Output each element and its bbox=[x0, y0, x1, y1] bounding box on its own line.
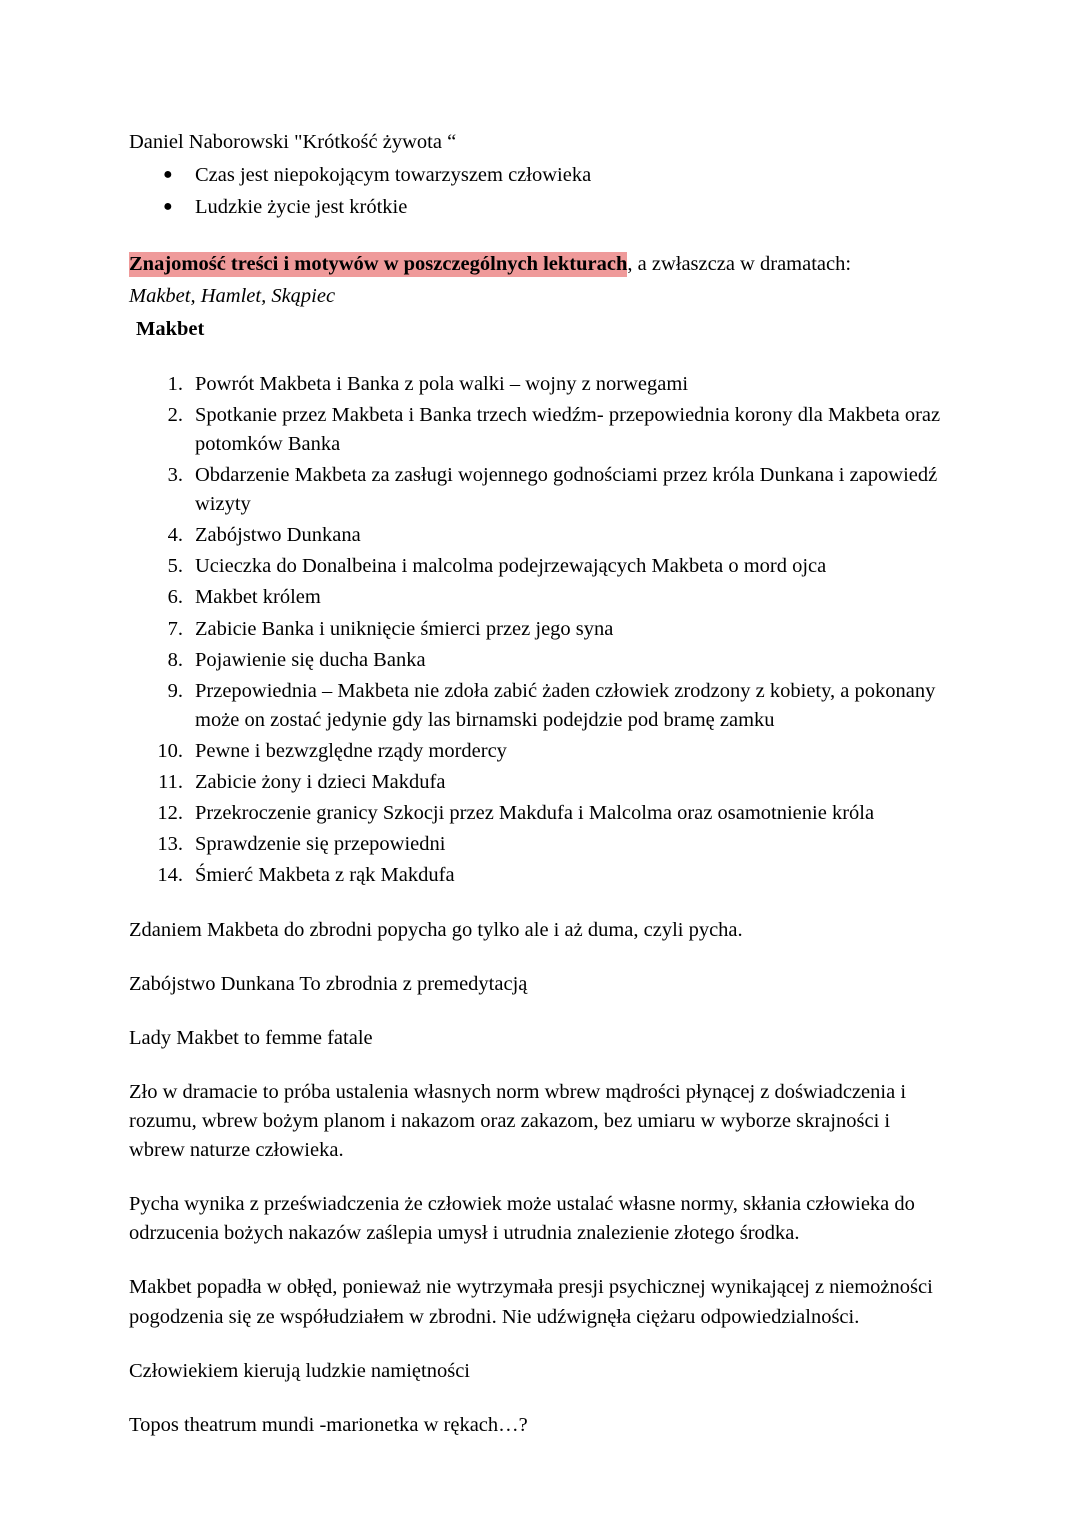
table-row bbox=[129, 861, 945, 890]
table-row bbox=[129, 521, 945, 550]
bullet-icon: ● bbox=[163, 166, 173, 184]
table-row bbox=[129, 830, 945, 859]
list-item-text: Powrót Makbeta i Banka z pola walki – wojny z norwegami bbox=[195, 372, 689, 395]
list-item-text: Zabicie Banka i uniknięcie śmierci przez jego syna bbox=[195, 617, 614, 640]
paragraph-namietnosci: Człowiekiem kierują ludzkie namiętności bbox=[129, 1359, 470, 1382]
paragraph-zlo-w-dramacie: Zło w dramacie to próba ustalenia własnych norm wbrew mądrości płynącej z doświadczenia i rozumu, wbrew bożym planom i nakazom oraz zakazom, bez umiaru w wyborze skrajności i wbrew naturze człowieka. bbox=[129, 1080, 907, 1162]
list-item-text: Przepowiednia – Makbeta nie zdoła zabić żaden człowiek zrodzony z kobiety, a pokonany może on zostać jedynie gdy las birnamski podejdzie pod bramę zamku bbox=[195, 679, 936, 731]
list-marker: 9. bbox=[167, 679, 183, 702]
list-item-text: Zabicie żony i dzieci Makdufa bbox=[195, 771, 446, 794]
list-item-text: Ludzkie życie jest krótkie bbox=[195, 196, 408, 219]
list-item-text: Spotkanie przez Makbeta i Banka trzech wiedźm- przepowiednia korony dla Makbeta oraz potomków Banka bbox=[195, 403, 941, 455]
list-marker: 5. bbox=[167, 555, 183, 578]
document-body bbox=[129, 128, 945, 1440]
list-marker: 8. bbox=[167, 648, 183, 671]
list-item-text: Pewne i bezwzględne rządy mordercy bbox=[195, 739, 507, 762]
list-item-text: Śmierć Makbeta z rąk Makdufa bbox=[195, 864, 455, 887]
table-row bbox=[129, 768, 945, 797]
table-row bbox=[129, 646, 945, 675]
table-row bbox=[129, 799, 945, 828]
source-heading-line: Daniel Naborowski "Krótkość żywota “ bbox=[129, 131, 457, 153]
list-marker: 13. bbox=[157, 833, 183, 856]
list-item-text: Obdarzenie Makbeta za zasługi wojennego godnościami przez króla Dunkana i zapowiedź wizyty bbox=[195, 463, 938, 516]
paragraph-zabojstwo-dunkana: Zabójstwo Dunkana To zbrodnia z premedytacją bbox=[129, 972, 528, 995]
intro-bullet-list bbox=[129, 161, 945, 222]
paragraph-pycha-wynika: Pycha wynika z przeświadczenia że człowiek może ustalać własne normy, skłania człowieka do odrzucenia bożych nakazów zaślepia umysł i utrudnia znalezienie złotego środka. bbox=[129, 1193, 915, 1245]
list-item-text: Zabójstwo Dunkana bbox=[195, 524, 361, 547]
paragraph-pycha-duma: Zdaniem Makbeta do zbrodni popycha go tylko ale i aż duma, czyli pycha. bbox=[129, 918, 743, 941]
works-list-line: Makbet, Hamlet, Skąpiec bbox=[129, 285, 336, 308]
list-item-text: Makbet królem bbox=[195, 586, 321, 609]
list-item bbox=[129, 193, 945, 222]
list-item-text: Ucieczka do Donalbeina i malcolma podejrzewających Makbeta o mord ojca bbox=[195, 555, 827, 578]
list-marker: 11. bbox=[158, 771, 183, 794]
bullet-icon: ● bbox=[163, 198, 173, 216]
highlight-trailing-text: , a zwłaszcza w dramatach: bbox=[627, 253, 852, 276]
table-row bbox=[129, 461, 945, 519]
plot-numbered-list bbox=[129, 370, 945, 891]
list-item-text: Przekroczenie granicy Szkocji przez Makdufa i Malcolma oraz osamotnienie króla bbox=[195, 802, 875, 825]
section-title-makbet: Makbet bbox=[136, 317, 205, 340]
list-marker: 3. bbox=[167, 463, 183, 486]
list-marker: 14. bbox=[157, 864, 183, 887]
table-row bbox=[129, 370, 945, 399]
table-row bbox=[129, 552, 945, 581]
paragraph-lady-makbet: Lady Makbet to femme fatale bbox=[129, 1026, 373, 1049]
list-marker: 10. bbox=[157, 739, 183, 762]
list-marker: 12. bbox=[157, 802, 183, 825]
list-item-text: Sprawdzenie się przepowiedni bbox=[195, 833, 446, 856]
list-marker: 1. bbox=[167, 372, 183, 395]
table-row bbox=[129, 401, 945, 459]
list-marker: 7. bbox=[167, 617, 183, 640]
paragraph-makbet-obled: Makbet popadła w obłęd, ponieważ nie wytrzymała presji psychicznej wynikającej z niemożności pogodzenia się ze współudziałem w zbrodni. Nie udźwignęła ciężaru odpowiedzialności. bbox=[129, 1276, 933, 1328]
table-row bbox=[129, 583, 945, 612]
list-marker: 2. bbox=[167, 403, 183, 426]
paragraph-theatrum-mundi: Topos theatrum mundi -marionetka w rękach…? bbox=[129, 1413, 528, 1436]
table-row bbox=[129, 737, 945, 766]
list-item-text: Pojawienie się ducha Banka bbox=[195, 648, 426, 671]
highlighted-heading-paragraph bbox=[129, 250, 945, 279]
list-marker: 4. bbox=[167, 524, 183, 547]
highlighted-text: Znajomość treści i motywów w poszczególnych lekturach bbox=[129, 253, 628, 276]
table-row bbox=[129, 677, 945, 735]
list-item-text: Czas jest niepokojącym towarzyszem człowieka bbox=[195, 164, 592, 187]
list-marker: 6. bbox=[167, 586, 183, 609]
list-item bbox=[129, 161, 945, 190]
table-row bbox=[129, 615, 945, 644]
